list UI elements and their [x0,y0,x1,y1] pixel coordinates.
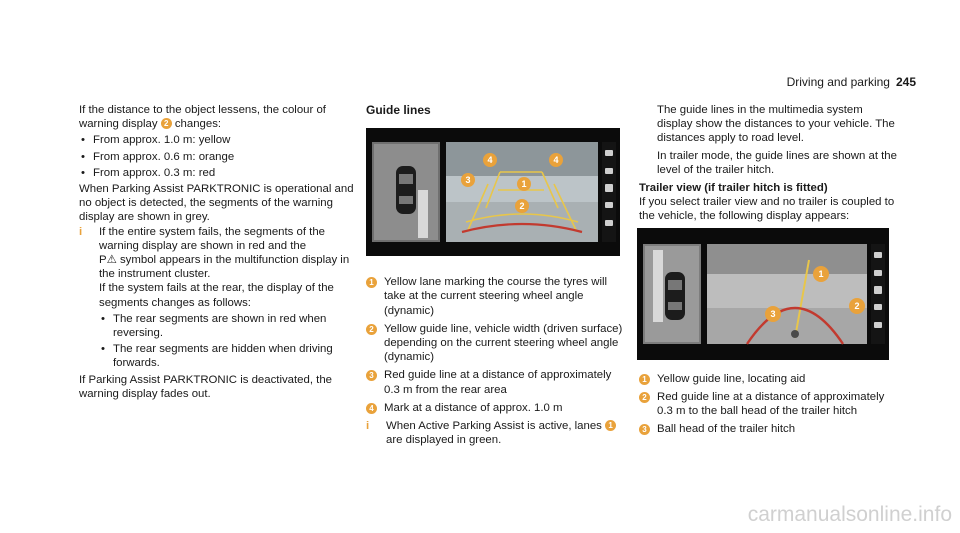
vehicle-top-view-icon [665,272,685,320]
parktronic-symbol: P⚠ [99,254,117,267]
view-icon [874,286,882,294]
page-header [787,75,916,89]
callout-1 [517,177,531,191]
legend-item: 2 Yellow guide line, vehicle width (driven surface) depending on the current steering wheel angle (dynamic) [366,322,628,365]
callout-badge: 1 [605,420,616,431]
info-note: i If the entire system fails, the segments of the warning display are shown in red and the P⚠ symbol appears in the multifunction display in the instrument cluster. If the system fails at the rear, the display of the segments changes as follows: • The rear segments are shown in red when reversing. • The rear segments are hidden when driving forwards. [79,225,357,371]
info-note: i When Active Parking Assist is active, lanes 1 are displayed in green. [366,419,628,447]
callout-3 [461,173,475,187]
paragraph: In trailer mode, the guide lines are shown at the level of the trailer hitch. [657,149,897,176]
view-icon [605,202,613,208]
section-heading: Trailer view (if trailer hitch is fitted) [639,182,828,195]
callout-3 [765,306,781,322]
intro-paragraph: If the distance to the object lessens, the colour of warning display 2 changes: [79,104,326,131]
legend-item: 1 Yellow guide line, locating aid [639,372,897,386]
guide-lines-figure [366,128,620,256]
legend-item: 2 Red guide line at a distance of approximately 0.3 m to the ball head of the trailer hitch [639,390,897,418]
svg-text:1: 1 [521,179,527,189]
view-icon [605,184,613,192]
svg-text:2: 2 [854,301,860,311]
list-item: • The rear segments are shown in red when reversing. [99,312,357,340]
camera-icon [874,252,882,258]
distance-colour-list [79,133,357,180]
camera-icon [605,150,613,156]
section-heading: Guide lines [366,103,431,117]
callout-2 [515,199,529,213]
trailer-view-figure [637,228,889,360]
legend-item: 3 Ball head of the trailer hitch [639,422,897,436]
callout-4a [483,153,497,167]
view-icon [874,322,882,328]
callout-2 [849,298,865,314]
column-1 [79,103,357,401]
view-icon [605,220,613,226]
svg-text:1: 1 [818,269,824,279]
callout-1 [813,266,829,282]
legend-item: 4 Mark at a distance of approx. 1.0 m [366,401,628,415]
watermark: carmanualsonline.info [747,503,952,526]
failure-list [99,312,357,371]
svg-text:3: 3 [465,175,471,185]
paragraph: The guide lines in the multimedia system display show the distances to your vehicle. The distances apply to road level. [657,104,895,145]
legend-item: 1 Yellow lane marking the course the tyres will take at the current steering wheel angle (dynamic) [366,275,628,318]
legend-item: 3 Red guide line at a distance of approximately 0.3 m from the rear area [366,368,628,396]
svg-text:4: 4 [553,155,559,165]
list-item: • From approx. 0.3 m: red [79,166,357,180]
paragraph: If you select trailer view and no trailer is coupled to the vehicle, the following display appears: [639,196,895,223]
callout-badge: 2 [161,118,172,129]
info-icon: i [366,420,370,433]
svg-text:2: 2 [519,201,525,211]
svg-text:4: 4 [487,155,493,165]
paragraph: When Parking Assist PARKTRONIC is operational and no object is detected, the segments of the warning display are shown in grey. [79,183,354,224]
view-icon [874,270,882,276]
vehicle-top-view-icon [396,166,416,214]
callout-4b [549,153,563,167]
list-item: • The rear segments are hidden when driving forwards. [99,342,357,370]
section-title: Driving and parking [786,75,890,89]
page-number: 245 [895,75,916,89]
ball-head-icon [791,330,799,338]
svg-text:3: 3 [770,309,776,319]
info-icon: i [79,225,83,238]
list-item: • From approx. 1.0 m: yellow [79,133,357,147]
paragraph: If Parking Assist PARKTRONIC is deactivated, the warning display fades out. [79,373,333,400]
paragraph: If the system fails at the rear, the display of the segments changes as follows: [99,282,334,309]
view-icon [605,168,613,174]
list-item: • From approx. 0.6 m: orange [79,150,357,164]
view-icon [874,304,882,310]
